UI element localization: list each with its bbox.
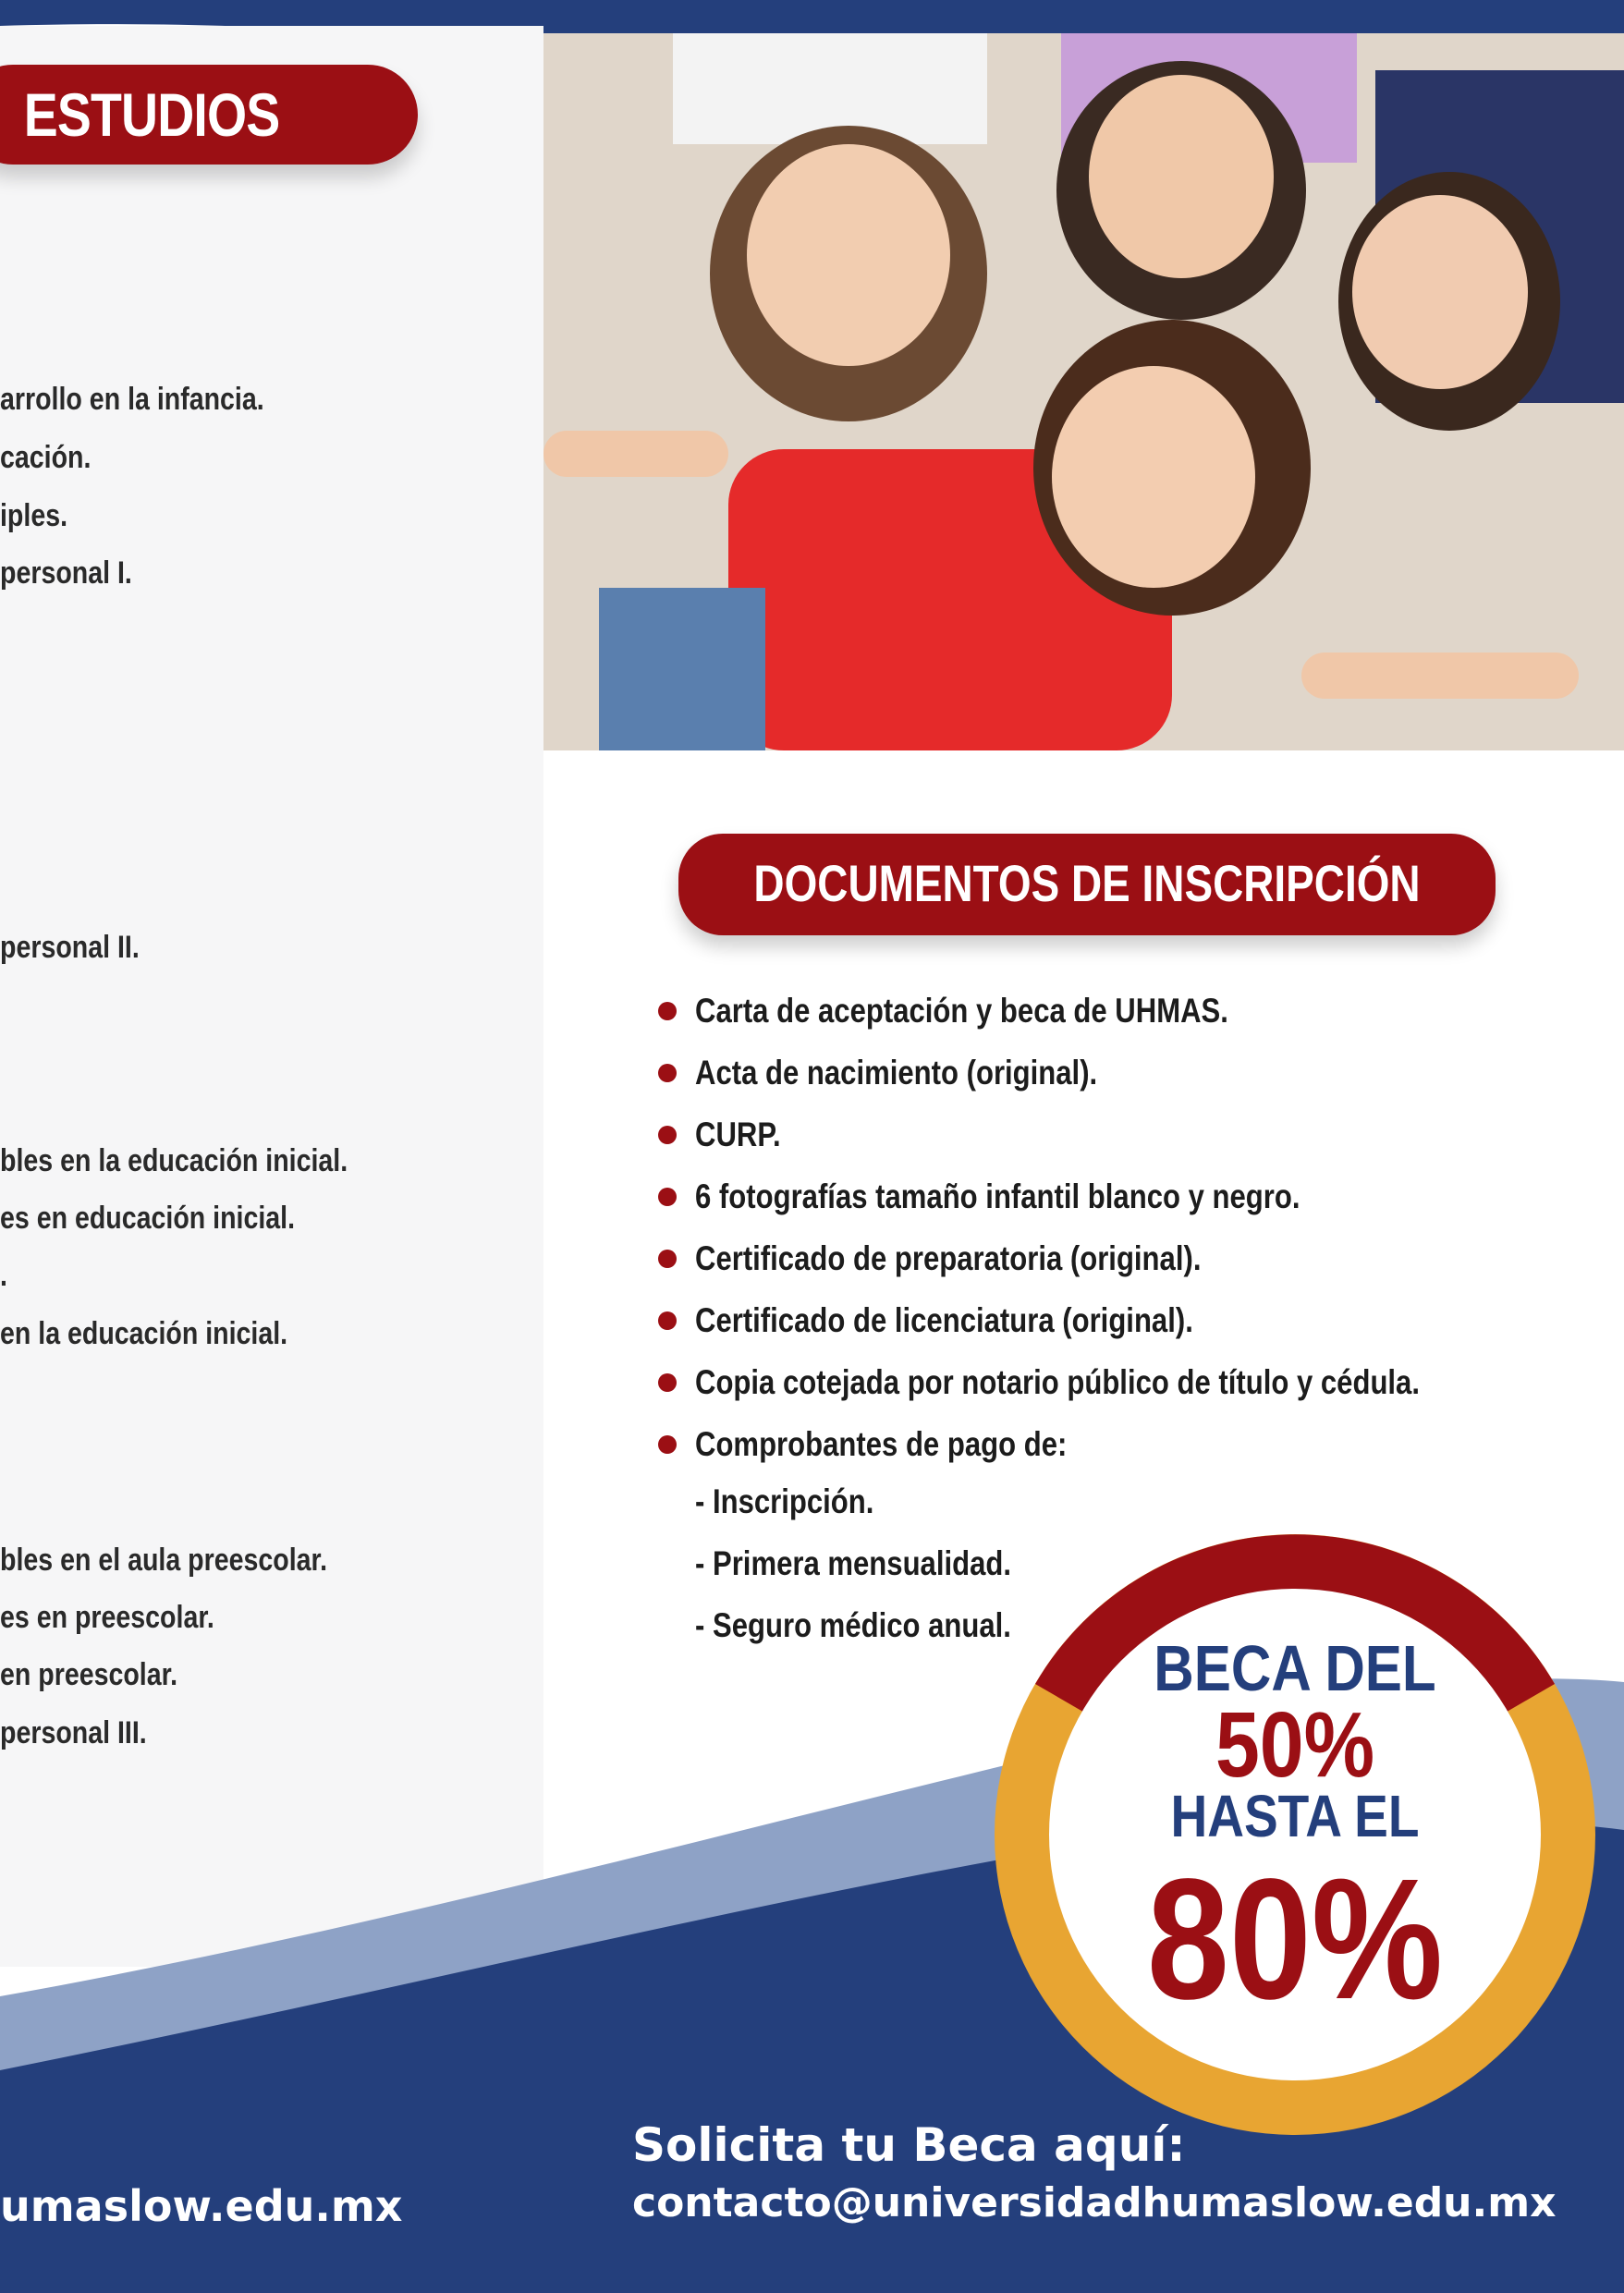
list-item: [658, 1175, 1582, 1237]
left-text-line: arrollo en la infancia.: [0, 382, 264, 417]
list-item: [658, 1051, 1582, 1113]
list-item: [658, 1422, 1582, 1484]
list-item: [658, 1113, 1582, 1175]
left-text-line: personal III.: [0, 1715, 147, 1750]
bullet-icon: [658, 1435, 677, 1454]
left-text-line: en preescolar.: [0, 1657, 178, 1692]
bullet-icon: [658, 1188, 677, 1206]
list-item-text: Carta de aceptación y beca de UHMAS.: [695, 992, 1228, 1030]
sub-list-item: - Seguro médico anual.: [695, 1606, 1011, 1644]
documents-list: [658, 989, 1582, 1484]
left-text-line: personal I.: [0, 555, 132, 591]
list-item: [658, 1237, 1582, 1299]
list-item-text: Certificado de preparatoria (original).: [695, 1239, 1202, 1277]
badge-line3: HASTA EL: [1170, 1783, 1420, 1849]
list-item: [658, 1299, 1582, 1360]
badge-line2: 50%: [1215, 1692, 1375, 1797]
bullet-icon: [658, 1002, 677, 1020]
left-text-line: personal II.: [0, 930, 140, 965]
left-text-line: bles en el aula preescolar.: [0, 1543, 328, 1578]
left-text-line: es en preescolar.: [0, 1600, 214, 1635]
left-text-line: en la educación inicial.: [0, 1316, 288, 1351]
list-item-text: Comprobantes de pago de:: [695, 1425, 1068, 1463]
list-item-text: Acta de nacimiento (original).: [695, 1054, 1098, 1092]
list-item-text: 6 fotografías tamaño infantil blanco y negro.: [695, 1177, 1300, 1215]
footer-cta: Solicita tu Beca aquí:: [632, 2118, 1186, 2172]
left-footer-email-link[interactable]: umaslow.edu.mx: [0, 2181, 403, 2231]
footer-email-link[interactable]: contacto@universidadhumaslow.edu.mx: [632, 2179, 1557, 2226]
bullet-icon: [658, 1250, 677, 1268]
bullet-icon: [658, 1064, 677, 1082]
left-text-line: bles en la educación inicial.: [0, 1143, 348, 1178]
documentos-heading: DOCUMENTOS DE INSCRIPCIÓN: [753, 854, 1421, 912]
list-item-text: Certificado de licenciatura (original).: [695, 1301, 1193, 1339]
left-text-line: iples.: [0, 498, 68, 533]
left-text-line: .: [0, 1258, 7, 1293]
list-item: [658, 1360, 1582, 1422]
bullet-icon: [658, 1311, 677, 1330]
left-text-line: es en educación inicial.: [0, 1201, 296, 1236]
list-item-text: CURP.: [695, 1116, 781, 1153]
bullet-icon: [658, 1373, 677, 1392]
sub-list-item: - Inscripción.: [695, 1482, 874, 1520]
documentos-heading-pill: [678, 834, 1496, 935]
left-text-line: cación.: [0, 440, 92, 475]
scholarship-badge: [995, 1534, 1595, 2135]
list-item: [658, 989, 1582, 1051]
sub-list-item: - Primera mensualidad.: [695, 1544, 1012, 1582]
estudios-heading: ESTUDIOS: [23, 80, 279, 149]
bullet-icon: [658, 1126, 677, 1144]
children-photo-illustration: [543, 33, 1624, 750]
estudios-heading-pill: [0, 65, 418, 165]
badge-line1: BECA DEL: [1154, 1631, 1436, 1705]
badge-line4: 80%: [1146, 1842, 1444, 2035]
children-photo: [543, 33, 1624, 750]
list-item-text: Copia cotejada por notario público de título y cédula.: [695, 1363, 1420, 1401]
